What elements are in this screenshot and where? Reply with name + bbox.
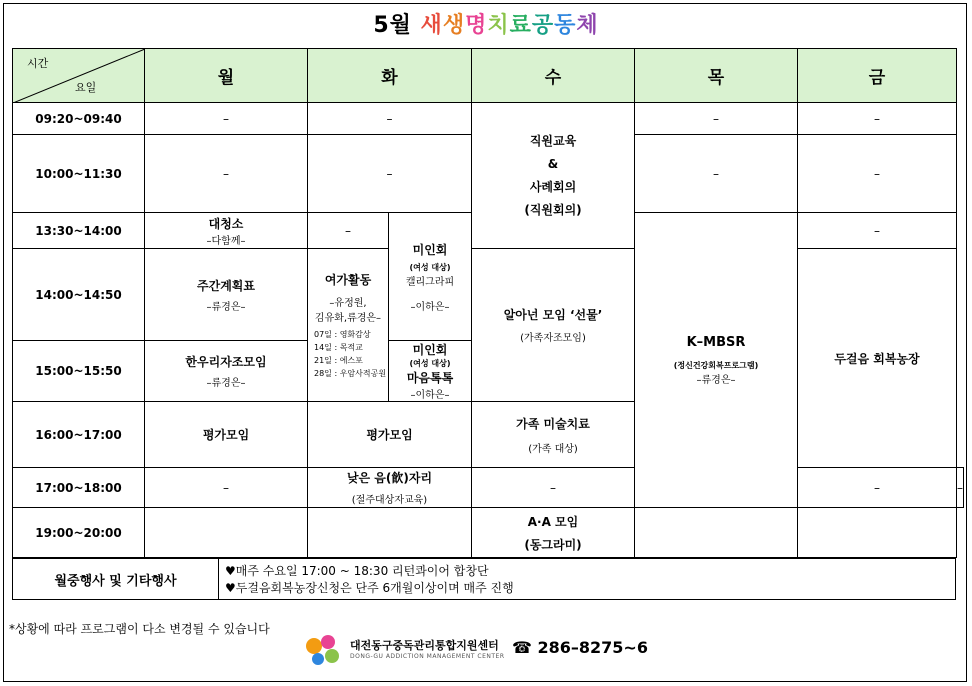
time-1400: 14:00~14:50 — [13, 249, 145, 341]
tue-education-title: 낮은 음(飮)자리 — [346, 471, 433, 485]
day-header-fri: 금 — [798, 49, 957, 103]
corner-header — [13, 49, 145, 103]
tue-meeting1-who: –이하은– — [410, 301, 450, 313]
title-month: 5월 — [373, 13, 412, 38]
thu-kmbsr-title: K–MBSR — [686, 334, 746, 350]
events-label: 월중행사 및 기타행사 — [13, 559, 219, 599]
page-title — [0, 8, 972, 39]
wed-staff-line4: (직원회의) — [524, 202, 582, 217]
time-1600: 16:00~17:00 — [13, 402, 145, 468]
tue-meeting2-cell — [389, 341, 472, 402]
time-1700: 17:00~18:00 — [13, 468, 145, 508]
wed-1700-cell: – — [472, 468, 635, 508]
wed-aa-title: A·A 모임 — [527, 514, 579, 529]
tue-meeting1-tag: (여성 대상) — [409, 262, 451, 272]
wed-art-sub: (가족 대상) — [528, 443, 578, 455]
heart-icon: ♥ — [225, 564, 236, 578]
wed-art-title: 가족 미술치료 — [516, 416, 590, 431]
thu-0920-cell: – — [635, 103, 798, 135]
wed-aa-cell — [472, 508, 635, 558]
fri-farm-title: 두걸음 회복농장 — [834, 351, 920, 366]
mon-weekly-plan-title: 주간계획표 — [197, 278, 255, 293]
tue-meeting2-who: –이하은– — [410, 390, 450, 401]
mon-cleaning-title: 대청소 — [208, 216, 244, 231]
heart-icon: ♥ — [225, 581, 236, 595]
mon-cleaning-cell — [145, 213, 308, 249]
tue-meeting1-title: 미인회 — [412, 242, 448, 257]
tue-leisure-staff1: –유정원, — [329, 297, 367, 309]
thu-1900-cell — [635, 508, 798, 558]
thu-kmbsr-sub: (정신건강회복프로그램) — [673, 360, 759, 370]
mon-cleaning-sub: –다함께– — [206, 235, 246, 247]
title-glyph: 동 — [554, 13, 577, 38]
mon-selfhelp-sub: –류경은– — [206, 378, 246, 389]
wed-gift-title: 알아넌 모임 ‘선물’ — [503, 308, 603, 322]
mon-1000-cell: – — [145, 135, 308, 213]
change-notice: *상황에 따라 프로그램이 다소 변경될 수 있습니다 — [9, 622, 270, 636]
fri-1900-cell — [798, 508, 957, 558]
title-glyph: 공 — [531, 13, 555, 38]
corner-time-label: 시간 — [27, 57, 49, 70]
center-logo-icon — [302, 632, 346, 668]
thu-1000-cell: – — [635, 135, 798, 213]
tue-meeting2-sub: 마음톡톡 — [406, 371, 454, 385]
title-glyph: 료 — [509, 13, 532, 38]
mon-1900-cell — [145, 508, 308, 558]
leisure-item: 14일 : 목적교 — [314, 342, 363, 352]
events-lines — [225, 563, 514, 597]
tue-meeting2-title: 미인회 — [412, 343, 448, 357]
title-glyph: 생 — [442, 13, 466, 38]
time-1900: 19:00~20:00 — [13, 508, 145, 558]
wed-staff-line1: 직원교육 — [529, 133, 577, 148]
tue-1900-cell — [308, 508, 472, 558]
monthly-events-box — [12, 558, 956, 600]
day-header-mon: 월 — [145, 49, 308, 103]
fri-0920-cell: – — [798, 103, 957, 135]
leisure-item: 21일 : 에스포 — [314, 355, 363, 365]
fri-1700-cell: – — [957, 468, 964, 508]
wed-gift-cell — [472, 249, 635, 402]
center-name-en: DONG-GU ADDICTION MANAGEMENT CENTER — [350, 653, 505, 660]
fri-1000-cell: – — [798, 135, 957, 213]
title-glyph: 명 — [465, 13, 488, 38]
event-line: ♥매주 수요일 17:00 ~ 18:30 리턴콰이어 합창단 — [225, 564, 489, 578]
event-line: ♥두걸음회복농장신청은 단주 6개월이상이며 매주 진행 — [225, 581, 514, 595]
thu-kmbsr-cell — [635, 213, 798, 508]
tue-evaluation-cell: 평가모임 — [308, 402, 472, 468]
mon-selfhelp-cell — [145, 341, 308, 402]
time-1330: 13:30~14:00 — [13, 213, 145, 249]
weekly-schedule-table — [12, 48, 964, 558]
center-phone: ☎ 286–8275~6 — [512, 638, 648, 657]
wed-staff-cell — [472, 103, 635, 249]
tue-leisure-list — [308, 328, 388, 380]
day-header-thu: 목 — [635, 49, 798, 103]
fri-1330-cell: – — [798, 213, 957, 249]
mon-1700-cell: – — [145, 468, 308, 508]
leisure-item: 07일 : 영화감상 — [314, 329, 371, 339]
title-glyph: 치 — [487, 13, 510, 38]
wed-aa-sub: (동그라미) — [524, 537, 582, 552]
time-1500: 15:00~15:50 — [13, 341, 145, 402]
mon-weekly-plan-sub: –류경은– — [206, 301, 246, 313]
mon-0920-cell: – — [145, 103, 308, 135]
wed-staff-line3: 사례회의 — [529, 179, 577, 194]
time-0920: 09:20~09:40 — [13, 103, 145, 135]
center-name: 대전동구중독관리통합지원센터 — [350, 639, 499, 652]
wed-staff-line2: & — [547, 156, 559, 171]
day-header-tue: 화 — [308, 49, 472, 103]
mon-selfhelp-title: 한우리자조모임 — [185, 355, 267, 369]
corner-day-label: 요일 — [75, 81, 97, 94]
leisure-item: 28일 : 우암사적공원 — [314, 368, 387, 378]
fri-farm-cell — [798, 249, 957, 468]
wed-gift-sub: (가족자조모임) — [520, 333, 586, 344]
tue-education-sub: (절주대상자교육) — [351, 495, 428, 506]
mon-evaluation-cell: 평가모임 — [145, 402, 308, 468]
thu-1700-cell: – — [798, 468, 957, 508]
tue-leisure-staff2: 김유화,류경은– — [314, 312, 382, 324]
thu-kmbsr-who: –류경은– — [696, 374, 736, 386]
tue-meeting1-cell — [389, 213, 472, 341]
tue-meeting2-tag: (여성 대상) — [409, 359, 451, 368]
day-header-wed: 수 — [472, 49, 635, 103]
tue-leisure-cell — [308, 249, 389, 402]
tue-leisure-title: 여가활동 — [324, 272, 372, 287]
mon-weekly-plan-cell — [145, 249, 308, 341]
title-glyph: 새 — [420, 13, 443, 38]
title-name — [421, 13, 599, 38]
tue-1000-cell: – — [308, 135, 472, 213]
tue-1330-cell: – — [308, 213, 389, 249]
time-1000: 10:00~11:30 — [13, 135, 145, 213]
wed-art-therapy-cell — [472, 402, 635, 468]
title-glyph: 체 — [576, 13, 599, 38]
tue-0920-cell: – — [308, 103, 472, 135]
tue-education-cell — [308, 468, 472, 508]
tue-meeting1-sub: 캘리그라피 — [405, 276, 455, 288]
